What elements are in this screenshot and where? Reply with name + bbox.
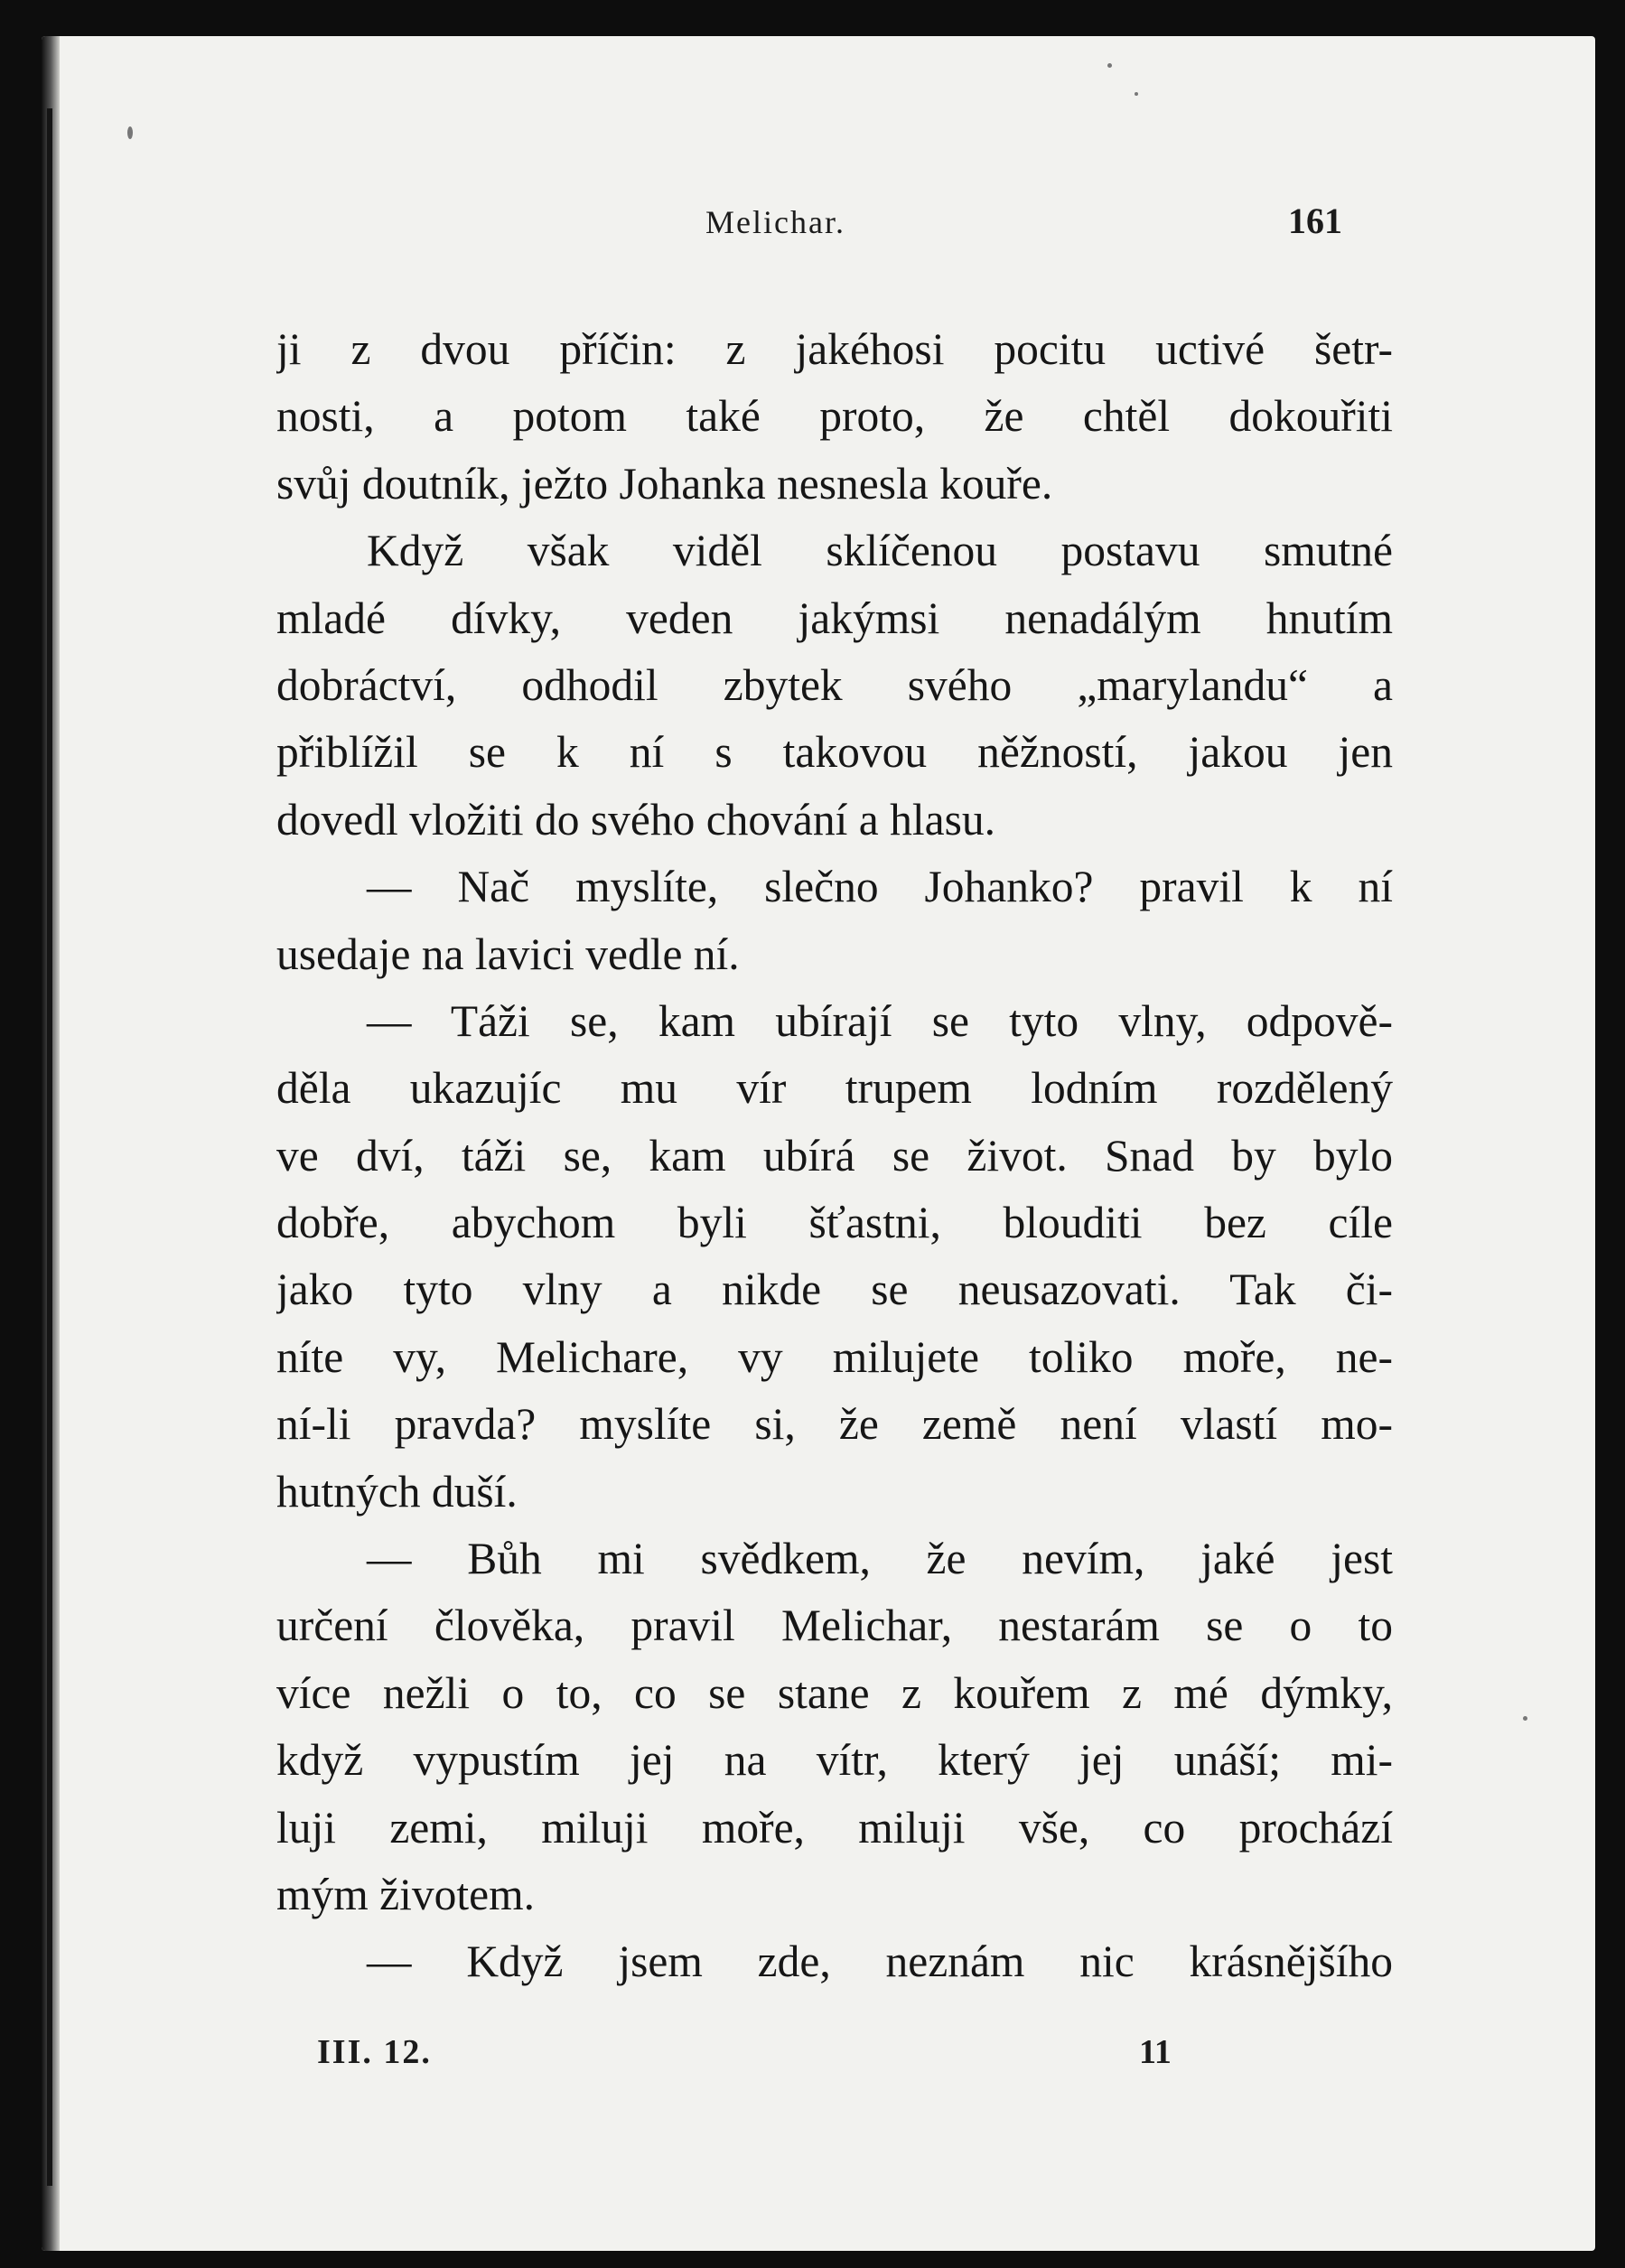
text-line: děla ukazujíc mu vír trupem lodním rozdělený [276, 1063, 1393, 1114]
text-line: mým životem. [276, 1869, 535, 1919]
text-line: ji z dvou příčin: z jakéhosi pocitu uctivé šetr- [276, 324, 1393, 374]
page-header [42, 203, 1595, 257]
paper-speck [127, 126, 133, 139]
text-line: Když však viděl sklíčenou postavu smutné [367, 526, 1393, 576]
text-line: když vypustím jej na vítr, který jej unáší; mi- [276, 1735, 1393, 1786]
body-text [276, 316, 1393, 1996]
text-line: svůj doutník, ježto Johanka nesnesla kouře. [276, 458, 1053, 509]
printer-signature: III. 12. [317, 2033, 432, 2071]
text-line: — Když jsem zde, neznám nic krásnějšího [367, 1937, 1393, 1987]
text-line: hutných duší. [276, 1466, 518, 1517]
book-page [42, 36, 1595, 2251]
text-line: dobráctví, odhodil zbytek svého „marylandu“ a [276, 659, 1393, 710]
paper-speck [1523, 1716, 1527, 1721]
text-line: — Nač myslíte, slečno Johanko? pravil k ní [367, 862, 1393, 912]
text-line: dobře, abychom byli šťastni, blouditi bez cíle [276, 1198, 1393, 1248]
paper-speck [1135, 92, 1138, 96]
text-line: ní-li pravda? myslíte si, že země není vlastí mo- [276, 1399, 1393, 1450]
text-line: mladé dívky, veden jakýmsi nenadálým hnutím [276, 593, 1393, 643]
text-line: jako tyto vlny a nikde se neusazovati. Tak či- [276, 1265, 1393, 1315]
text-line: níte vy, Melichare, vy milujete toliko moře, ne- [276, 1331, 1393, 1382]
page-number: 161 [1288, 201, 1342, 241]
text-line: ve dví, táži se, kam ubírá se život. Snad by bylo [276, 1130, 1393, 1181]
text-line: luji zemi, miluji moře, miluji vše, co prochází [276, 1802, 1393, 1853]
text-line: přiblížil se k ní s takovou něžností, jakou jen [276, 727, 1393, 778]
text-line: usedaje na lavici vedle ní. [276, 929, 740, 979]
sheet-number: 11 [1139, 2033, 1172, 2071]
text-line: — Bůh mi svědkem, že nevím, jaké jest [367, 1534, 1393, 1584]
text-line: — Táži se, kam ubírají se tyto vlny, odpově- [367, 995, 1393, 1046]
text-line: více nežli o to, co se stane z kouřem z mé dýmky, [276, 1667, 1393, 1718]
running-head: Melichar. [705, 204, 845, 240]
page-footer [42, 2032, 1595, 2086]
paper-speck [1107, 63, 1112, 68]
text-line: dovedl vložiti do svého chování a hlasu. [276, 794, 995, 845]
binding-line [47, 108, 52, 2186]
text-line: nosti, a potom také proto, že chtěl dokouřiti [276, 391, 1393, 442]
text-line: určení člověka, pravil Melichar, nestarám se o to [276, 1601, 1393, 1651]
